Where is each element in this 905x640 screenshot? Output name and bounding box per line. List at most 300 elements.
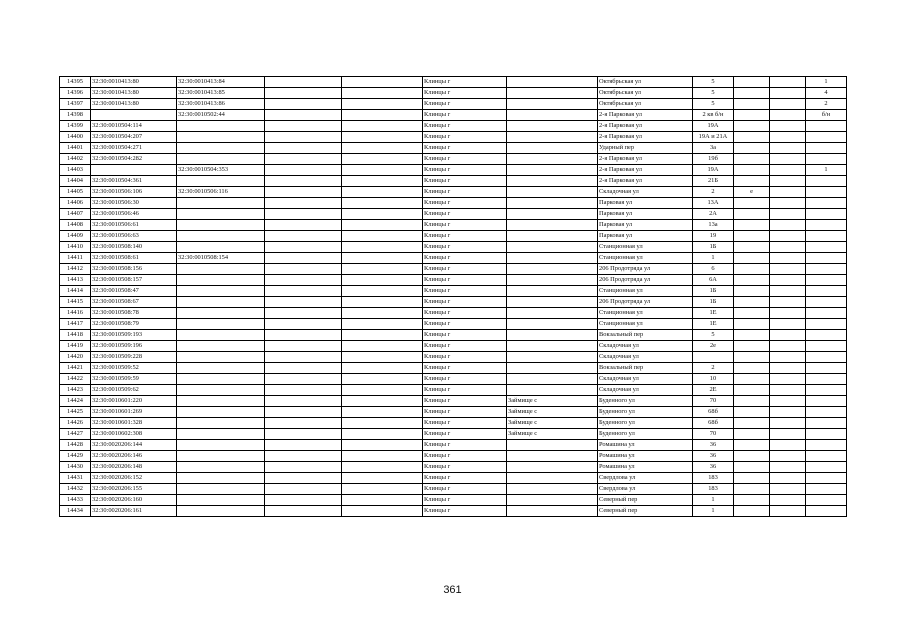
empty-col-4-cell — [265, 99, 342, 110]
apartment-cell — [806, 275, 847, 286]
cadastral-number-2-cell — [177, 319, 265, 330]
col-11-cell — [770, 363, 806, 374]
apartment-cell — [806, 121, 847, 132]
empty-col-5-cell — [342, 220, 423, 231]
village-cell — [507, 231, 598, 242]
street-cell: Октябрьская ул — [598, 99, 693, 110]
col-11-cell — [770, 341, 806, 352]
building-cell — [734, 418, 770, 429]
house-number-cell: 1 — [693, 253, 734, 264]
empty-col-5-cell — [342, 308, 423, 319]
col-11-cell — [770, 429, 806, 440]
village-cell — [507, 385, 598, 396]
city-cell: Клинцы г — [423, 418, 507, 429]
table-row — [60, 165, 847, 176]
row-number-cell: 14404 — [60, 176, 91, 187]
cadastral-number-cell: 32:30:0010508:140 — [91, 242, 177, 253]
building-cell — [734, 220, 770, 231]
empty-col-4-cell — [265, 154, 342, 165]
city-cell: Клинцы г — [423, 319, 507, 330]
village-cell — [507, 176, 598, 187]
city-cell: Клинцы г — [423, 308, 507, 319]
col-11-cell — [770, 275, 806, 286]
apartment-cell — [806, 385, 847, 396]
empty-col-5-cell — [342, 297, 423, 308]
city-cell: Клинцы г — [423, 231, 507, 242]
apartment-cell — [806, 407, 847, 418]
empty-col-5-cell — [342, 374, 423, 385]
table-row — [60, 473, 847, 484]
city-cell: Клинцы г — [423, 198, 507, 209]
col-11-cell — [770, 374, 806, 385]
village-cell — [507, 264, 598, 275]
table-row — [60, 187, 847, 198]
cadastral-number-2-cell — [177, 506, 265, 517]
table-row — [60, 209, 847, 220]
cadastral-number-cell: 32:30:0010601:269 — [91, 407, 177, 418]
row-number-cell: 14422 — [60, 374, 91, 385]
house-number-cell: 36 — [693, 440, 734, 451]
building-cell — [734, 506, 770, 517]
street-cell: Ромашина ул — [598, 451, 693, 462]
row-number-cell: 14416 — [60, 308, 91, 319]
empty-col-5-cell — [342, 253, 423, 264]
empty-col-5-cell — [342, 319, 423, 330]
village-cell — [507, 198, 598, 209]
building-cell — [734, 297, 770, 308]
col-11-cell — [770, 407, 806, 418]
house-number-cell: 2 кв б/н — [693, 110, 734, 121]
row-number-cell: 14395 — [60, 77, 91, 88]
register-body — [60, 77, 847, 517]
cadastral-number-cell — [91, 110, 177, 121]
cadastral-number-cell: 32:30:0020206:148 — [91, 462, 177, 473]
city-cell: Клинцы г — [423, 506, 507, 517]
empty-col-4-cell — [265, 330, 342, 341]
city-cell: Клинцы г — [423, 407, 507, 418]
row-number-cell: 14424 — [60, 396, 91, 407]
building-cell — [734, 407, 770, 418]
house-number-cell: 2Е — [693, 385, 734, 396]
house-number-cell: 68б — [693, 407, 734, 418]
table-row — [60, 143, 847, 154]
street-cell: Парковая ул — [598, 231, 693, 242]
village-cell: Займище с — [507, 418, 598, 429]
col-11-cell — [770, 253, 806, 264]
row-number-cell: 14400 — [60, 132, 91, 143]
row-number-cell: 14397 — [60, 99, 91, 110]
col-11-cell — [770, 297, 806, 308]
village-cell — [507, 99, 598, 110]
row-number-cell: 14433 — [60, 495, 91, 506]
col-11-cell — [770, 484, 806, 495]
empty-col-4-cell — [265, 407, 342, 418]
row-number-cell: 14409 — [60, 231, 91, 242]
col-11-cell — [770, 418, 806, 429]
empty-col-5-cell — [342, 451, 423, 462]
table-row — [60, 286, 847, 297]
apartment-cell — [806, 286, 847, 297]
empty-col-5-cell — [342, 132, 423, 143]
street-cell: Буденного ул — [598, 418, 693, 429]
street-cell: Буденного ул — [598, 396, 693, 407]
village-cell — [507, 209, 598, 220]
cadastral-number-cell: 32:30:0020206:161 — [91, 506, 177, 517]
row-number-cell: 14430 — [60, 462, 91, 473]
empty-col-4-cell — [265, 143, 342, 154]
city-cell: Клинцы г — [423, 209, 507, 220]
city-cell: Клинцы г — [423, 363, 507, 374]
col-11-cell — [770, 385, 806, 396]
cadastral-number-2-cell — [177, 462, 265, 473]
empty-col-5-cell — [342, 154, 423, 165]
empty-col-4-cell — [265, 77, 342, 88]
cadastral-number-cell: 32:30:0020206:160 — [91, 495, 177, 506]
col-11-cell — [770, 396, 806, 407]
col-11-cell — [770, 451, 806, 462]
village-cell — [507, 462, 598, 473]
row-number-cell: 14412 — [60, 264, 91, 275]
cadastral-number-2-cell — [177, 484, 265, 495]
building-cell — [734, 352, 770, 363]
house-number-cell: 5 — [693, 330, 734, 341]
city-cell: Клинцы г — [423, 220, 507, 231]
cadastral-number-2-cell — [177, 209, 265, 220]
cadastral-number-cell: 32:30:0010506:46 — [91, 209, 177, 220]
house-number-cell: 1Б — [693, 286, 734, 297]
empty-col-4-cell — [265, 187, 342, 198]
cadastral-number-2-cell — [177, 396, 265, 407]
building-cell — [734, 110, 770, 121]
empty-col-5-cell — [342, 440, 423, 451]
empty-col-4-cell — [265, 308, 342, 319]
cadastral-number-2-cell — [177, 242, 265, 253]
cadastral-number-2-cell — [177, 385, 265, 396]
building-cell — [734, 385, 770, 396]
cadastral-number-cell: 32:30:0010508:157 — [91, 275, 177, 286]
empty-col-4-cell — [265, 220, 342, 231]
city-cell: Клинцы г — [423, 143, 507, 154]
empty-col-4-cell — [265, 264, 342, 275]
empty-col-5-cell — [342, 352, 423, 363]
house-number-cell: 1Б — [693, 297, 734, 308]
village-cell — [507, 275, 598, 286]
village-cell — [507, 506, 598, 517]
row-number-cell: 14423 — [60, 385, 91, 396]
cadastral-number-2-cell — [177, 330, 265, 341]
building-cell — [734, 429, 770, 440]
table-row — [60, 308, 847, 319]
apartment-cell — [806, 330, 847, 341]
village-cell — [507, 110, 598, 121]
cadastral-number-2-cell: 32:30:0010502:44 — [177, 110, 265, 121]
empty-col-5-cell — [342, 88, 423, 99]
table-row — [60, 176, 847, 187]
building-cell: е — [734, 187, 770, 198]
cadastral-number-2-cell — [177, 440, 265, 451]
apartment-cell — [806, 462, 847, 473]
cadastral-number-2-cell — [177, 308, 265, 319]
empty-col-4-cell — [265, 440, 342, 451]
empty-col-5-cell — [342, 286, 423, 297]
house-number-cell: 5 — [693, 77, 734, 88]
register-table — [59, 76, 847, 517]
apartment-cell — [806, 297, 847, 308]
street-cell: Буденного ул — [598, 407, 693, 418]
apartment-cell — [806, 484, 847, 495]
cadastral-number-2-cell — [177, 429, 265, 440]
cadastral-number-2-cell — [177, 132, 265, 143]
row-number-cell: 14431 — [60, 473, 91, 484]
empty-col-5-cell — [342, 121, 423, 132]
apartment-cell: 4 — [806, 88, 847, 99]
cadastral-number-2-cell — [177, 418, 265, 429]
cadastral-number-cell — [91, 165, 177, 176]
row-number-cell: 14410 — [60, 242, 91, 253]
building-cell — [734, 264, 770, 275]
building-cell — [734, 143, 770, 154]
village-cell — [507, 484, 598, 495]
empty-col-4-cell — [265, 352, 342, 363]
empty-col-5-cell — [342, 396, 423, 407]
street-cell: Северный пер — [598, 495, 693, 506]
cadastral-number-cell: 32:30:0020206:146 — [91, 451, 177, 462]
row-number-cell: 14429 — [60, 451, 91, 462]
cadastral-number-cell: 32:30:0010506:30 — [91, 198, 177, 209]
row-number-cell: 14413 — [60, 275, 91, 286]
cadastral-number-cell: 32:30:0020206:144 — [91, 440, 177, 451]
city-cell: Клинцы г — [423, 341, 507, 352]
apartment-cell — [806, 374, 847, 385]
apartment-cell — [806, 308, 847, 319]
street-cell: 2-я Парковая ул — [598, 110, 693, 121]
empty-col-4-cell — [265, 473, 342, 484]
house-number-cell: 3а — [693, 143, 734, 154]
cadastral-number-2-cell — [177, 352, 265, 363]
street-cell: Парковая ул — [598, 220, 693, 231]
city-cell: Клинцы г — [423, 165, 507, 176]
city-cell: Клинцы г — [423, 77, 507, 88]
cadastral-number-2-cell — [177, 451, 265, 462]
cadastral-number-cell: 32:30:0020206:155 — [91, 484, 177, 495]
cadastral-number-cell: 32:30:0010506:106 — [91, 187, 177, 198]
city-cell: Клинцы г — [423, 132, 507, 143]
empty-col-4-cell — [265, 385, 342, 396]
house-number-cell: 19А — [693, 165, 734, 176]
col-11-cell — [770, 352, 806, 363]
cadastral-number-cell: 32:30:0010504:207 — [91, 132, 177, 143]
village-cell — [507, 440, 598, 451]
row-number-cell: 14434 — [60, 506, 91, 517]
building-cell — [734, 473, 770, 484]
building-cell — [734, 165, 770, 176]
cadastral-number-2-cell — [177, 286, 265, 297]
village-cell — [507, 319, 598, 330]
table-row — [60, 506, 847, 517]
street-cell: 206 Продотряда ул — [598, 297, 693, 308]
cadastral-number-cell: 32:30:0010508:78 — [91, 308, 177, 319]
apartment-cell: 1 — [806, 77, 847, 88]
cadastral-number-cell: 32:30:0010509:52 — [91, 363, 177, 374]
empty-col-5-cell — [342, 275, 423, 286]
table-row — [60, 253, 847, 264]
street-cell: Северный пер — [598, 506, 693, 517]
table-row — [60, 429, 847, 440]
city-cell: Клинцы г — [423, 374, 507, 385]
col-11-cell — [770, 286, 806, 297]
col-11-cell — [770, 319, 806, 330]
village-cell — [507, 495, 598, 506]
house-number-cell: 2А — [693, 209, 734, 220]
building-cell — [734, 363, 770, 374]
street-cell: Складочная ул — [598, 374, 693, 385]
empty-col-5-cell — [342, 341, 423, 352]
table-row — [60, 297, 847, 308]
village-cell — [507, 132, 598, 143]
village-cell: Займище с — [507, 429, 598, 440]
cadastral-number-cell: 32:30:0010504:282 — [91, 154, 177, 165]
empty-col-4-cell — [265, 88, 342, 99]
building-cell — [734, 308, 770, 319]
building-cell — [734, 176, 770, 187]
apartment-cell — [806, 253, 847, 264]
apartment-cell — [806, 451, 847, 462]
building-cell — [734, 88, 770, 99]
building-cell — [734, 209, 770, 220]
building-cell — [734, 99, 770, 110]
empty-col-4-cell — [265, 253, 342, 264]
building-cell — [734, 495, 770, 506]
table-row — [60, 341, 847, 352]
street-cell: Свердлова ул — [598, 484, 693, 495]
village-cell — [507, 165, 598, 176]
city-cell: Клинцы г — [423, 473, 507, 484]
village-cell — [507, 121, 598, 132]
street-cell: Складочная ул — [598, 341, 693, 352]
apartment-cell — [806, 429, 847, 440]
empty-col-4-cell — [265, 297, 342, 308]
building-cell — [734, 121, 770, 132]
street-cell: Складочная ул — [598, 385, 693, 396]
street-cell: Станционная ул — [598, 319, 693, 330]
empty-col-4-cell — [265, 319, 342, 330]
village-cell — [507, 451, 598, 462]
street-cell: 206 Продотряда ул — [598, 275, 693, 286]
cadastral-number-cell: 32:30:0010506:63 — [91, 231, 177, 242]
city-cell: Клинцы г — [423, 385, 507, 396]
empty-col-4-cell — [265, 429, 342, 440]
cadastral-number-cell: 32:30:0010509:59 — [91, 374, 177, 385]
village-cell — [507, 242, 598, 253]
city-cell: Клинцы г — [423, 330, 507, 341]
empty-col-4-cell — [265, 418, 342, 429]
house-number-cell: 19б — [693, 154, 734, 165]
city-cell: Клинцы г — [423, 176, 507, 187]
row-number-cell: 14425 — [60, 407, 91, 418]
table-row — [60, 88, 847, 99]
street-cell: 2-я Парковая ул — [598, 165, 693, 176]
village-cell — [507, 187, 598, 198]
row-number-cell: 14432 — [60, 484, 91, 495]
apartment-cell — [806, 187, 847, 198]
house-number-cell — [693, 352, 734, 363]
apartment-cell — [806, 154, 847, 165]
building-cell — [734, 462, 770, 473]
apartment-cell — [806, 209, 847, 220]
empty-col-4-cell — [265, 132, 342, 143]
city-cell: Клинцы г — [423, 88, 507, 99]
village-cell — [507, 253, 598, 264]
empty-col-4-cell — [265, 176, 342, 187]
village-cell: Займище с — [507, 396, 598, 407]
row-number-cell: 14428 — [60, 440, 91, 451]
empty-col-4-cell — [265, 231, 342, 242]
empty-col-5-cell — [342, 209, 423, 220]
cadastral-number-2-cell — [177, 176, 265, 187]
empty-col-5-cell — [342, 143, 423, 154]
table-row — [60, 374, 847, 385]
apartment-cell — [806, 396, 847, 407]
street-cell: Парковая ул — [598, 209, 693, 220]
cadastral-number-2-cell — [177, 341, 265, 352]
row-number-cell: 14403 — [60, 165, 91, 176]
empty-col-5-cell — [342, 418, 423, 429]
house-number-cell: 70 — [693, 429, 734, 440]
house-number-cell: 10 — [693, 374, 734, 385]
building-cell — [734, 154, 770, 165]
street-cell: Октябрьская ул — [598, 88, 693, 99]
village-cell — [507, 363, 598, 374]
cadastral-number-cell: 32:30:0010413:80 — [91, 88, 177, 99]
empty-col-5-cell — [342, 242, 423, 253]
empty-col-5-cell — [342, 165, 423, 176]
table-row — [60, 495, 847, 506]
apartment-cell — [806, 242, 847, 253]
village-cell — [507, 143, 598, 154]
street-cell: Парковая ул — [598, 198, 693, 209]
row-number-cell: 14427 — [60, 429, 91, 440]
empty-col-5-cell — [342, 99, 423, 110]
cadastral-number-cell: 32:30:0010602:308 — [91, 429, 177, 440]
city-cell: Клинцы г — [423, 484, 507, 495]
building-cell — [734, 286, 770, 297]
house-number-cell: 19А — [693, 121, 734, 132]
cadastral-number-2-cell — [177, 297, 265, 308]
building-cell — [734, 396, 770, 407]
city-cell: Клинцы г — [423, 451, 507, 462]
col-11-cell — [770, 110, 806, 121]
cadastral-number-cell: 32:30:0010509:196 — [91, 341, 177, 352]
table-row — [60, 385, 847, 396]
row-number-cell: 14408 — [60, 220, 91, 231]
house-number-cell: 68б — [693, 418, 734, 429]
empty-col-4-cell — [265, 462, 342, 473]
cadastral-number-2-cell — [177, 264, 265, 275]
empty-col-5-cell — [342, 363, 423, 374]
city-cell: Клинцы г — [423, 154, 507, 165]
village-cell — [507, 308, 598, 319]
house-number-cell: 6А — [693, 275, 734, 286]
table-row — [60, 132, 847, 143]
cadastral-number-cell: 32:30:0010413:80 — [91, 77, 177, 88]
col-11-cell — [770, 88, 806, 99]
row-number-cell: 14407 — [60, 209, 91, 220]
city-cell: Клинцы г — [423, 275, 507, 286]
empty-col-5-cell — [342, 187, 423, 198]
house-number-cell: 183 — [693, 473, 734, 484]
house-number-cell: 1Б — [693, 242, 734, 253]
col-11-cell — [770, 462, 806, 473]
